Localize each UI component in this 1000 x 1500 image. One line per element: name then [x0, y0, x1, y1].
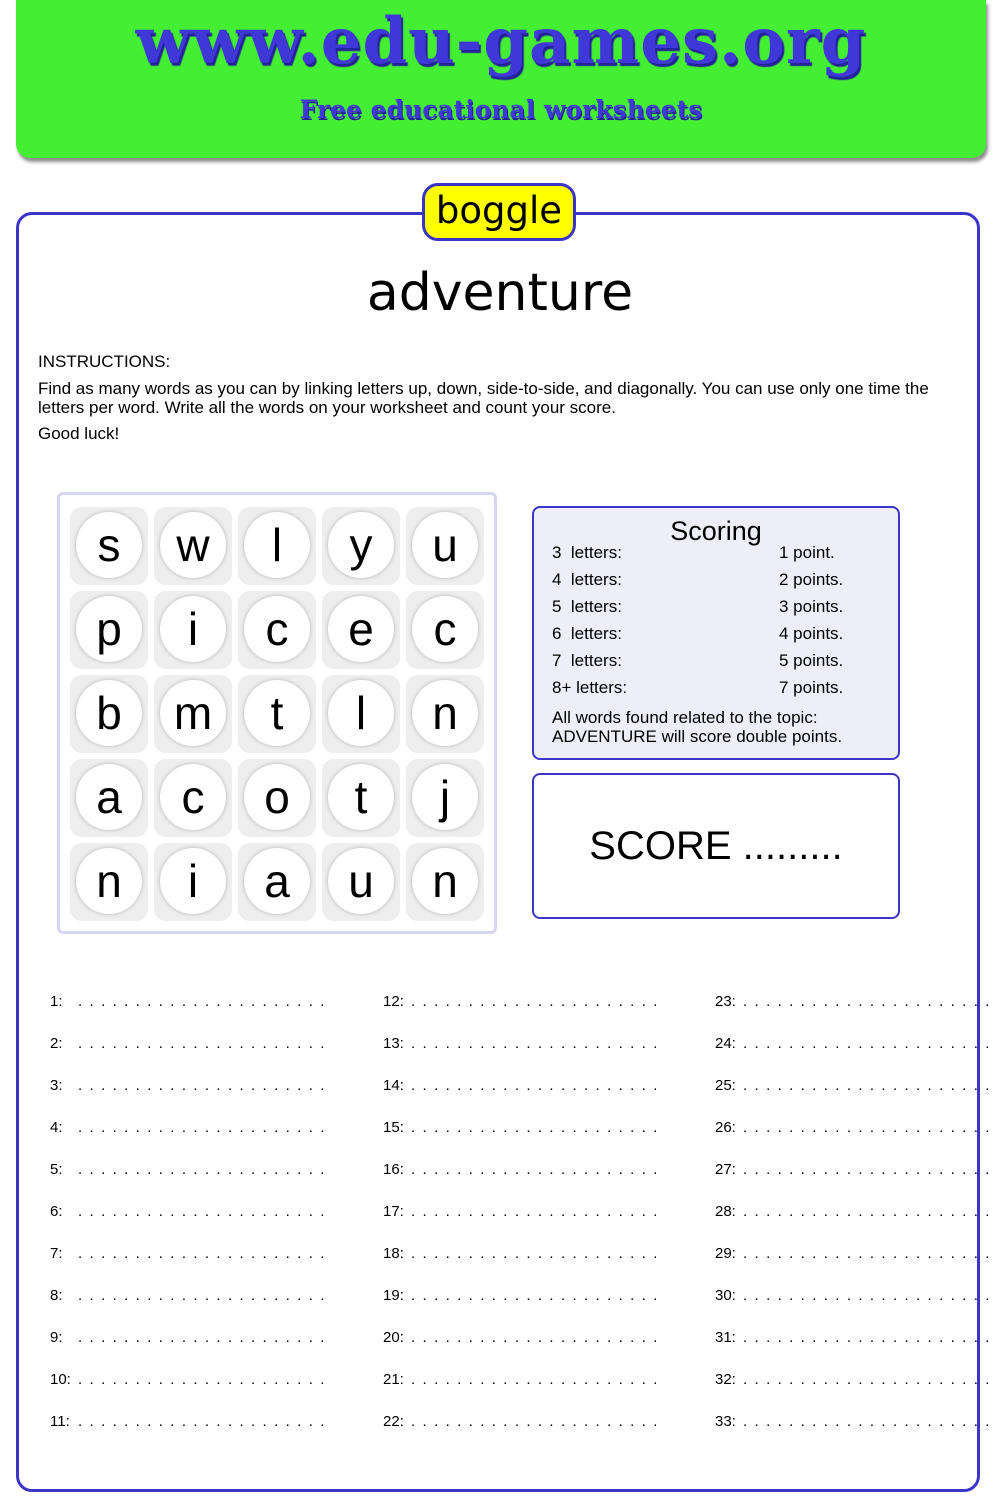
answer-line[interactable] — [50, 1284, 327, 1308]
answer-number: 32: — [715, 1371, 736, 1388]
scoring-letters: 5 letters: — [552, 597, 622, 616]
grid-letter: c — [265, 603, 289, 655]
grid-cell — [154, 591, 232, 669]
answer-line[interactable] — [50, 1368, 327, 1392]
topic-title: adventure — [366, 263, 634, 323]
grid-letter: n — [432, 687, 458, 739]
answer-number: 26: — [715, 1119, 736, 1136]
grid-cell — [154, 675, 232, 753]
grid-cell — [406, 843, 484, 921]
answer-number: 2: — [50, 1035, 63, 1052]
answer-number: 6: — [50, 1203, 63, 1220]
scoring-letters: 4 letters: — [552, 570, 622, 589]
grid-letter: c — [433, 603, 457, 655]
answer-line[interactable] — [50, 990, 327, 1014]
answer-number: 7: — [50, 1245, 63, 1262]
answer-dots: . . . . . . . . . . . . . . . . . . . . . . — [78, 1077, 327, 1094]
answer-dots: . . . . . . . . . . . . . . . . . . . . . . — [78, 1371, 327, 1388]
scoring-points: 4 points. — [779, 624, 844, 643]
answer-number: 13: — [383, 1035, 404, 1052]
answer-number: 29: — [715, 1245, 736, 1262]
grid-cell — [154, 507, 232, 585]
grid-cell — [406, 507, 484, 585]
grid-letter: l — [271, 519, 283, 571]
grid-cell — [406, 591, 484, 669]
instructions-closing: Good luck! — [38, 424, 120, 443]
answer-dots: . . . . . . . . . . . . . . . . . . . . . . — [411, 1413, 660, 1430]
scoring-points: 5 points. — [779, 651, 844, 670]
answer-line[interactable] — [715, 990, 992, 1014]
answer-line[interactable] — [383, 1326, 660, 1350]
answer-line[interactable] — [715, 1158, 992, 1182]
answer-number: 17: — [383, 1203, 404, 1220]
answer-dots: . . . . . . . . . . . . . . . . . . . . . . — [78, 1329, 327, 1346]
answer-line[interactable] — [383, 1158, 660, 1182]
instructions-heading: INSTRUCTIONS: — [38, 352, 171, 371]
answer-number: 9: — [50, 1329, 63, 1346]
answer-dots: . . . . . . . . . . . . . . . . . . . . . . — [743, 1245, 992, 1262]
answer-number: 25: — [715, 1077, 736, 1094]
answer-line[interactable] — [383, 1410, 660, 1434]
grid-letter: p — [96, 603, 122, 655]
site-header — [16, 0, 986, 158]
answer-number: 11: — [50, 1413, 70, 1430]
answer-dots: . . . . . . . . . . . . . . . . . . . . . . — [743, 1371, 992, 1388]
grid-cell — [322, 843, 400, 921]
answer-dots: . . . . . . . . . . . . . . . . . . . . . . — [78, 1203, 327, 1220]
grid-letter: c — [181, 771, 205, 823]
answer-number: 24: — [715, 1035, 736, 1052]
grid-cell — [238, 507, 316, 585]
answer-dots: . . . . . . . . . . . . . . . . . . . . . . — [411, 1035, 660, 1052]
answer-line[interactable] — [715, 1074, 992, 1098]
scoring-title: Scoring — [670, 516, 762, 546]
scoring-box — [532, 506, 900, 760]
grid-letter: l — [355, 687, 367, 739]
answer-line[interactable] — [50, 1158, 327, 1182]
scoring-row — [552, 566, 882, 593]
answer-line[interactable] — [715, 1116, 992, 1140]
answer-dots: . . . . . . . . . . . . . . . . . . . . . . — [78, 1245, 327, 1262]
scoring-points: 7 points. — [779, 678, 844, 697]
answer-number: 5: — [50, 1161, 63, 1178]
answer-line[interactable] — [50, 1410, 327, 1434]
answer-dots: . . . . . . . . . . . . . . . . . . . . . . — [78, 1119, 327, 1136]
answer-line[interactable] — [715, 1284, 992, 1308]
answer-line[interactable] — [50, 1326, 327, 1350]
grid-letter: n — [432, 855, 458, 907]
answer-number: 19: — [383, 1287, 404, 1304]
answer-line[interactable] — [383, 1116, 660, 1140]
instructions — [38, 352, 958, 443]
grid-cell — [70, 675, 148, 753]
grid-letter: o — [264, 771, 290, 823]
answer-line[interactable] — [383, 1284, 660, 1308]
grid-letter: j — [439, 771, 451, 823]
grid-cell — [154, 759, 232, 837]
grid-letter: s — [97, 519, 121, 571]
site-name[interactable]: www.edu-games.org — [135, 4, 867, 79]
grid-cell — [322, 591, 400, 669]
grid-cell — [238, 675, 316, 753]
answer-number: 31: — [715, 1329, 736, 1346]
answer-number: 3: — [50, 1077, 63, 1094]
grid-letter: t — [354, 771, 368, 823]
grid-letter: y — [349, 519, 373, 571]
answer-number: 23: — [715, 993, 736, 1010]
answer-dots: . . . . . . . . . . . . . . . . . . . . . . — [743, 1077, 992, 1094]
answer-number: 33: — [715, 1413, 736, 1430]
answer-dots: . . . . . . . . . . . . . . . . . . . . . . — [743, 1161, 992, 1178]
answer-dots: . . . . . . . . . . . . . . . . . . . . . . — [411, 1329, 660, 1346]
answer-dots: . . . . . . . . . . . . . . . . . . . . . . — [743, 1329, 992, 1346]
answer-dots: . . . . . . . . . . . . . . . . . . . . . . — [411, 1203, 660, 1220]
answer-line[interactable] — [715, 1368, 992, 1392]
answer-dots: . . . . . . . . . . . . . . . . . . . . . . — [743, 1287, 992, 1304]
answer-line[interactable] — [715, 1032, 992, 1056]
scoring-letters: 6 letters: — [552, 624, 622, 643]
grid-cell — [238, 591, 316, 669]
answer-line[interactable] — [715, 1410, 992, 1434]
grid-letter: n — [96, 855, 122, 907]
answer-dots: . . . . . . . . . . . . . . . . . . . . . . — [78, 1161, 327, 1178]
answer-dots: . . . . . . . . . . . . . . . . . . . . . . — [411, 1077, 660, 1094]
scoring-letters: 8+ letters: — [552, 678, 628, 697]
answer-dots: . . . . . . . . . . . . . . . . . . . . . . — [411, 1287, 660, 1304]
answer-dots: . . . . . . . . . . . . . . . . . . . . . . — [743, 1119, 992, 1136]
answer-dots: . . . . . . . . . . . . . . . . . . . . . . — [78, 1035, 327, 1052]
game-type-badge: boggle — [422, 183, 576, 241]
grid-letter: t — [270, 687, 284, 739]
grid-cell — [70, 843, 148, 921]
answer-dots: . . . . . . . . . . . . . . . . . . . . . . — [78, 993, 327, 1010]
grid-letter: w — [176, 519, 210, 571]
answer-dots: . . . . . . . . . . . . . . . . . . . . . . — [411, 1371, 660, 1388]
answer-number: 27: — [715, 1161, 736, 1178]
scoring-row — [552, 620, 882, 647]
boggle-grid — [57, 492, 497, 934]
scoring-letters: 7 letters: — [552, 651, 622, 670]
scoring-row — [552, 593, 882, 620]
grid-letter: a — [264, 855, 290, 907]
answer-line[interactable] — [383, 990, 660, 1014]
grid-cell — [406, 759, 484, 837]
scoring-note: All words found related to the topic: ADVENTURE will score double points. — [552, 708, 843, 746]
answer-line[interactable] — [50, 1242, 327, 1266]
grid-cell — [322, 507, 400, 585]
answer-dots: . . . . . . . . . . . . . . . . . . . . . . — [743, 1203, 992, 1220]
grid-cell — [154, 843, 232, 921]
answer-line[interactable] — [715, 1242, 992, 1266]
grid-cell — [406, 675, 484, 753]
site-tagline: Free educational worksheets — [299, 95, 703, 124]
grid-cell — [322, 759, 400, 837]
answer-line[interactable] — [715, 1200, 992, 1224]
scoring-row — [552, 674, 882, 701]
answer-number: 30: — [715, 1287, 736, 1304]
grid-cell — [70, 507, 148, 585]
instructions-body: Find as many words as you can by linking letters up, down, side-to-side, and diagonally. You can use only one time the letters per word. Write all the words on your worksheet and count your score. — [38, 379, 929, 417]
answer-number: 4: — [50, 1119, 63, 1136]
answer-number: 18: — [383, 1245, 404, 1262]
answer-number: 14: — [383, 1077, 404, 1094]
answer-line[interactable] — [383, 1368, 660, 1392]
grid-letter: i — [187, 855, 199, 907]
score-box: SCORE ......... — [532, 773, 900, 919]
answer-dots: . . . . . . . . . . . . . . . . . . . . . . — [411, 993, 660, 1010]
answer-number: 10: — [50, 1371, 71, 1388]
answer-line[interactable] — [50, 1032, 327, 1056]
scoring-points: 3 points. — [779, 597, 844, 616]
grid-cell — [238, 843, 316, 921]
scoring-letters: 3 letters: — [552, 543, 622, 562]
answer-line[interactable] — [50, 1116, 327, 1140]
grid-letter: e — [348, 603, 374, 655]
answer-line[interactable] — [383, 1200, 660, 1224]
answer-line[interactable] — [50, 1200, 327, 1224]
answer-dots: . . . . . . . . . . . . . . . . . . . . . . — [78, 1287, 327, 1304]
answer-line[interactable] — [383, 1074, 660, 1098]
answer-dots: . . . . . . . . . . . . . . . . . . . . . . — [411, 1161, 660, 1178]
answer-number: 1: — [50, 993, 63, 1010]
answer-number: 28: — [715, 1203, 736, 1220]
answer-number: 15: — [383, 1119, 404, 1136]
answer-number: 8: — [50, 1287, 63, 1304]
grid-letter: m — [173, 687, 213, 739]
grid-cell — [322, 675, 400, 753]
scoring-points: 2 points. — [779, 570, 844, 589]
grid-cell — [70, 591, 148, 669]
grid-letter: b — [96, 687, 122, 739]
grid-cell — [70, 759, 148, 837]
answer-dots: . . . . . . . . . . . . . . . . . . . . . . — [78, 1413, 327, 1430]
answer-number: 20: — [383, 1329, 404, 1346]
answer-dots: . . . . . . . . . . . . . . . . . . . . . . — [743, 1035, 992, 1052]
answer-dots: . . . . . . . . . . . . . . . . . . . . . . — [743, 993, 992, 1010]
answer-line[interactable] — [383, 1032, 660, 1056]
scoring-points: 1 point. — [779, 543, 835, 562]
answer-dots: . . . . . . . . . . . . . . . . . . . . . . — [743, 1413, 992, 1430]
grid-cell — [238, 759, 316, 837]
answer-line[interactable] — [50, 1074, 327, 1098]
scoring-row — [552, 539, 882, 566]
grid-letter: u — [432, 519, 458, 571]
answer-number: 12: — [383, 993, 404, 1010]
grid-letter: u — [348, 855, 374, 907]
answer-line[interactable] — [715, 1326, 992, 1350]
answer-dots: . . . . . . . . . . . . . . . . . . . . . . — [411, 1119, 660, 1136]
answer-dots: . . . . . . . . . . . . . . . . . . . . . . — [411, 1245, 660, 1262]
grid-letter: a — [96, 771, 122, 823]
answer-number: 22: — [383, 1413, 404, 1430]
answer-number: 16: — [383, 1161, 404, 1178]
grid-letter: i — [187, 603, 199, 655]
scoring-row — [552, 647, 882, 674]
answer-number: 21: — [383, 1371, 404, 1388]
answer-line[interactable] — [383, 1242, 660, 1266]
